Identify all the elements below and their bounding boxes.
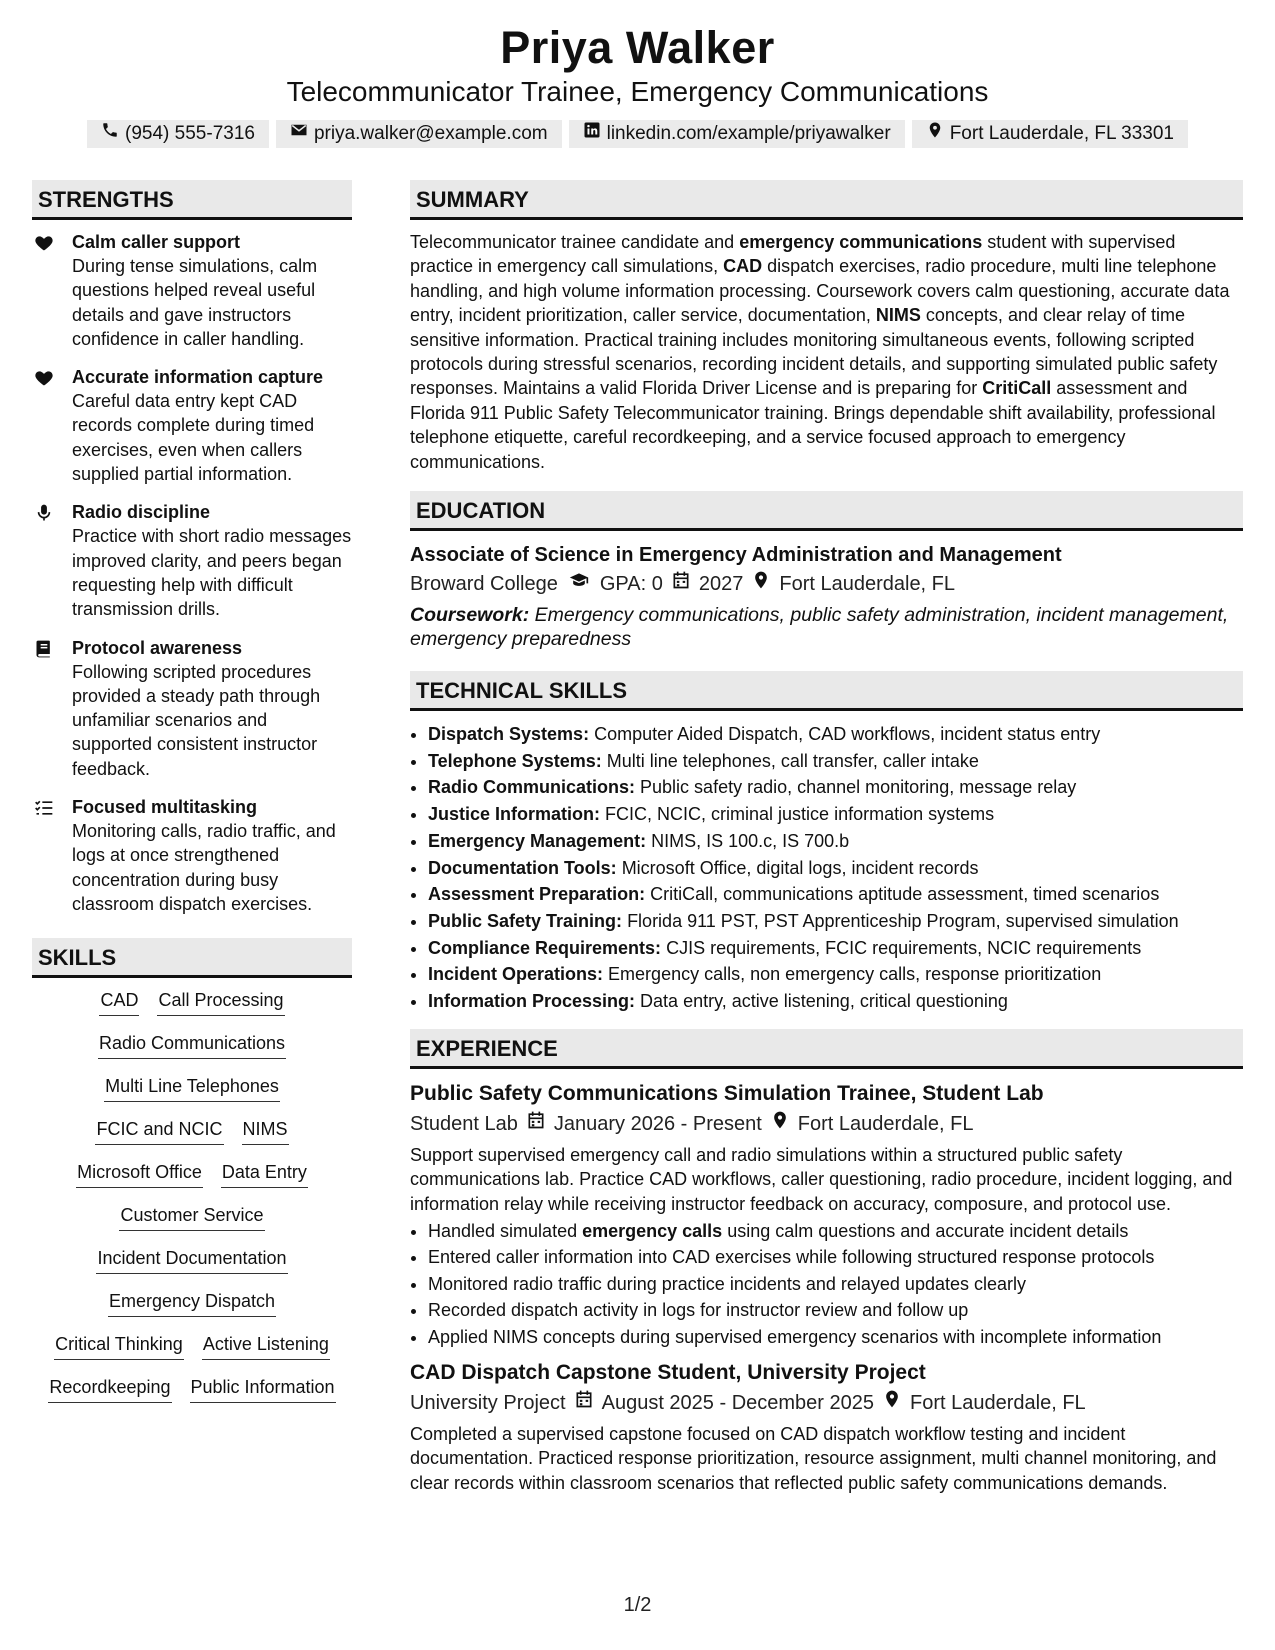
text-segment: Telecommunicator trainee candidate and — [410, 232, 740, 252]
candidate-title: Telecommunicator Trainee, Emergency Communications — [286, 76, 989, 107]
right-column — [410, 180, 1243, 1495]
job-entry — [410, 1358, 1243, 1495]
skill-values: Computer Aided Dispatch, CAD workflows, incident status entry — [594, 724, 1101, 745]
job-bullet — [428, 1297, 1243, 1323]
phone-icon — [101, 120, 119, 148]
gpa-value: GPA: 0 — [599, 573, 663, 596]
education-meta — [410, 569, 1243, 599]
job-dates: January 2026 - Present — [553, 1112, 762, 1135]
strengths-list — [32, 230, 352, 916]
job-organization: Student Lab — [410, 1112, 518, 1135]
skill-values: Microsoft Office, digital logs, incident records — [621, 857, 979, 878]
experience-list — [410, 1079, 1243, 1495]
technical-skill-item — [428, 748, 1243, 775]
summary-text — [410, 230, 1243, 474]
map-pin-icon — [882, 1388, 902, 1418]
skill-values: NIMS, IS 100.c, IS 700.b — [651, 830, 850, 851]
education-heading: EDUCATION — [410, 491, 1243, 531]
candidate-name: Priya Walker — [500, 22, 775, 73]
skill-tag: Customer Service — [119, 1203, 264, 1231]
map-pin-icon — [751, 569, 771, 599]
strength-item — [32, 500, 352, 621]
skill-category: Incident Operations: — [428, 964, 604, 985]
technical-skill-item — [428, 988, 1243, 1015]
job-title: Public Safety Communications Simulation Trainee, Student Lab — [410, 1081, 1044, 1105]
school-name: Broward College — [410, 573, 558, 596]
skill-values: Public safety radio, channel monitoring, message relay — [640, 777, 1077, 798]
skill-row — [32, 988, 352, 1016]
strength-body — [72, 795, 352, 916]
skill-row — [32, 1160, 352, 1188]
technical-skills-list — [410, 721, 1243, 1015]
map-pin-icon — [770, 1109, 790, 1139]
page-number: 1/2 — [623, 1594, 652, 1616]
graduation-cap-icon — [566, 569, 592, 599]
strength-item — [32, 636, 352, 781]
microphone-icon — [32, 500, 72, 621]
skill-row — [32, 1375, 352, 1403]
heart-icon — [32, 230, 72, 351]
skill-tag: FCIC and NCIC — [95, 1117, 223, 1145]
contact-email[interactable] — [276, 120, 562, 148]
skill-tag: NIMS — [242, 1117, 289, 1145]
school-location: Fort Lauderdale, FL — [779, 573, 956, 596]
job-bullet — [428, 1324, 1243, 1350]
coursework — [410, 603, 1243, 651]
summary-heading: SUMMARY — [410, 180, 1243, 220]
text-segment: Handled simulated — [428, 1221, 583, 1242]
strength-text: Careful data entry kept CAD records complete during timed exercises, even when callers supplied partial information. — [72, 391, 315, 485]
strength-title: Focused multitasking — [72, 797, 258, 818]
skills-list — [32, 988, 352, 1403]
bold-text: CritiCall — [982, 378, 1052, 399]
bold-text: emergency calls — [582, 1221, 723, 1242]
job-dates: August 2025 - December 2025 — [601, 1392, 875, 1415]
map-pin-icon — [926, 120, 944, 148]
phone-number: (954) 555-7316 — [125, 123, 255, 144]
coursework-label: Coursework: — [410, 604, 530, 627]
job-meta — [410, 1109, 1243, 1139]
technical-skill-item — [428, 721, 1243, 748]
skill-category: Public Safety Training: — [428, 910, 623, 931]
skill-row — [32, 1203, 352, 1231]
skill-tag: Data Entry — [221, 1160, 308, 1188]
skill-values: Emergency calls, non emergency calls, response prioritization — [608, 964, 1102, 985]
strength-body — [72, 500, 352, 621]
strength-text: Following scripted procedures provided a steady path through unfamiliar scenarios and supported consistent instructor feedback. — [72, 661, 321, 779]
experience-heading: EXPERIENCE — [410, 1029, 1243, 1069]
skill-values: CJIS requirements, FCIC requirements, NCIC requirements — [666, 937, 1142, 958]
skill-values: Data entry, active listening, critical questioning — [640, 991, 1008, 1012]
text-segment: dispatch exercises, radio procedure, multi line telephone handling, and high volume information processing. Coursework covers calm questioning, accurate data entry, incident prioritization, caller service, documentation, — [410, 256, 1230, 326]
technical-skill-item — [428, 801, 1243, 828]
contact-linkedin[interactable] — [569, 120, 905, 148]
skill-category: Assessment Preparation: — [428, 884, 646, 905]
strength-title: Protocol awareness — [72, 637, 243, 658]
skill-category: Dispatch Systems: — [428, 724, 590, 745]
calendar-icon — [526, 1109, 546, 1139]
degree-title: Associate of Science in Emergency Administration and Management — [410, 544, 1062, 567]
strength-text: Monitoring calls, radio traffic, and logs at once strengthened concentration during busy classroom dispatch exercises. — [72, 821, 336, 914]
skill-tag: Microsoft Office — [76, 1160, 203, 1188]
strength-title: Accurate information capture — [72, 367, 324, 388]
skill-category: Emergency Management: — [428, 830, 647, 851]
coursework-text: Emergency communications, public safety administration, incident management, emergency preparedness — [410, 604, 1229, 651]
location-text: Fort Lauderdale, FL 33301 — [949, 123, 1174, 144]
envelope-icon — [290, 120, 308, 148]
bold-text: CAD — [723, 256, 763, 277]
technical-skill-item — [428, 935, 1243, 962]
text-segment: student with supervised practice in emergency call simulations, — [410, 232, 1176, 277]
skill-tag: Emergency Dispatch — [108, 1289, 276, 1317]
job-location: Fort Lauderdale, FL — [797, 1112, 974, 1135]
text-segment: Recorded dispatch activity in logs for instructor review and follow up — [428, 1300, 969, 1321]
skill-category: Radio Communications: — [428, 777, 636, 798]
skill-tag: Critical Thinking — [54, 1332, 184, 1360]
bold-text: NIMS — [875, 305, 921, 326]
job-bullet — [428, 1271, 1243, 1297]
heart-icon — [32, 365, 72, 486]
text-segment: assessment and Florida 911 Public Safety Telecommunicator training. Brings dependable shift availability, professional telephone etiquette, careful recordkeeping, and a service focused approach to emergency communications. — [410, 378, 1216, 472]
job-bullets — [410, 1218, 1243, 1350]
strength-item — [32, 365, 352, 486]
skill-category: Documentation Tools: — [428, 857, 617, 878]
skill-tag: Multi Line Telephones — [104, 1074, 280, 1102]
job-description: Support supervised emergency call and radio simulations within a structured public safety communications lab. Practice CAD workflows, caller questioning, radio procedure, incident logging, and information relay while receiving instructor feedback on accuracy, composure, and protocol use. — [410, 1144, 1233, 1214]
text-segment: Applied NIMS concepts during supervised emergency scenarios with incomplete information — [428, 1326, 1162, 1347]
strength-item — [32, 230, 352, 351]
calendar-icon — [671, 569, 691, 599]
skill-category: Compliance Requirements: — [428, 937, 662, 958]
graduation-year: 2027 — [698, 573, 744, 596]
skill-category: Telephone Systems: — [428, 750, 602, 771]
skill-tag: Incident Documentation — [96, 1246, 287, 1274]
strength-text: During tense simulations, calm questions helped reveal useful details and gave instructors confidence in caller handling. — [72, 256, 318, 349]
skill-tag: Call Processing — [157, 988, 284, 1016]
technical-skill-item — [428, 881, 1243, 908]
job-description: Completed a supervised capstone focused on CAD dispatch workflow testing and incident documentation. Practiced response prioritization, resource assignment, multi channel monitoring, and clear records within classroom scenarios that reflected public safety communications demands. — [410, 1424, 1217, 1493]
resume-header — [0, 0, 1275, 148]
linkedin-url: linkedin.com/example/priyawalker — [606, 123, 891, 144]
strength-body — [72, 230, 352, 351]
strength-text: Practice with short radio messages improved clarity, and peers began requesting help with difficult transmission drills. — [72, 526, 352, 620]
strength-title: Calm caller support — [72, 232, 241, 252]
skill-category: Justice Information: — [428, 804, 601, 825]
skill-values: Multi line telephones, call transfer, caller intake — [606, 750, 979, 771]
text-segment: Monitored radio traffic during practice incidents and relayed updates clearly — [428, 1273, 1026, 1294]
strength-body — [72, 365, 352, 486]
skill-tag: Recordkeeping — [48, 1375, 171, 1403]
contact-location — [912, 120, 1188, 148]
skill-row — [32, 1332, 352, 1360]
contact-bar — [0, 120, 1275, 148]
bold-text: emergency communications — [739, 232, 983, 252]
skill-row — [32, 1117, 352, 1145]
skill-tag: CAD — [99, 988, 139, 1016]
job-meta — [410, 1388, 1243, 1418]
skill-values: FCIC, NCIC, criminal justice information systems — [605, 804, 995, 825]
linkedin-icon — [583, 120, 601, 148]
job-title: CAD Dispatch Capstone Student, University Project — [410, 1361, 926, 1385]
text-segment: Entered caller information into CAD exercises while following structured response protocols — [428, 1247, 1155, 1268]
skill-row — [32, 1246, 352, 1274]
strength-item — [32, 795, 352, 916]
book-icon — [32, 636, 72, 781]
skill-values: Florida 911 PST, PST Apprenticeship Program, supervised simulation — [627, 910, 1179, 931]
skill-values: CritiCall, communications aptitude assessment, timed scenarios — [650, 884, 1160, 905]
skill-tag: Radio Communications — [98, 1031, 286, 1059]
job-bullet — [428, 1218, 1243, 1244]
job-bullet — [428, 1244, 1243, 1270]
strength-body — [72, 636, 352, 781]
skill-row — [32, 1031, 352, 1059]
technical-skill-item — [428, 774, 1243, 801]
calendar-icon — [574, 1388, 594, 1418]
skill-row — [32, 1289, 352, 1317]
technical-skill-item — [428, 961, 1243, 988]
job-location: Fort Lauderdale, FL — [910, 1392, 1086, 1415]
text-segment: using calm questions and accurate incident details — [722, 1221, 1129, 1242]
technical-skill-item — [428, 908, 1243, 935]
technical-skills-heading: TECHNICAL SKILLS — [410, 671, 1243, 711]
skill-row — [32, 1074, 352, 1102]
job-entry — [410, 1079, 1243, 1350]
left-column — [32, 180, 352, 1495]
text-segment: concepts, and clear relay of time sensitive information. Practical training includes monitoring simultaneous events, following scripted protocols during stressful scenarios, recording incident details, and supporting simulated public safety responses. Maintains a valid Florida Driver License and is preparing for — [410, 305, 1218, 399]
technical-skill-item — [428, 855, 1243, 882]
skills-heading: SKILLS — [32, 938, 352, 978]
strength-title: Radio discipline — [72, 502, 211, 523]
job-organization: University Project — [410, 1392, 566, 1415]
skill-category: Information Processing: — [428, 991, 636, 1012]
contact-phone[interactable] — [87, 120, 269, 148]
technical-skill-item — [428, 828, 1243, 855]
email-address: priya.walker@example.com — [313, 123, 548, 144]
skill-tag: Active Listening — [202, 1332, 330, 1360]
skill-tag: Public Information — [190, 1375, 336, 1403]
strengths-heading: STRENGTHS — [32, 180, 352, 220]
task-list-icon — [32, 795, 72, 916]
